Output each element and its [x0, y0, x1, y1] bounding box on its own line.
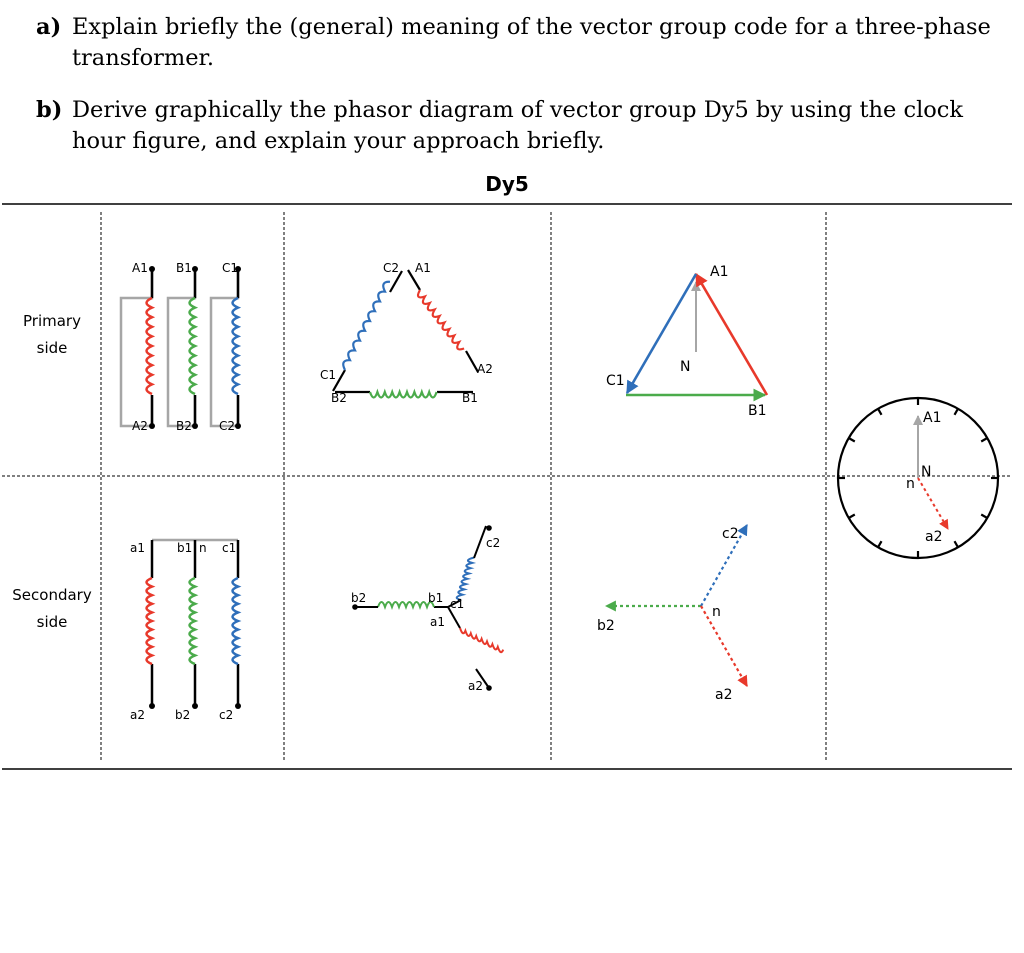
phasor-a2-label: a2 — [715, 687, 733, 703]
primary-side-label-1: Primary — [23, 312, 81, 330]
clock-N-label: N — [921, 464, 932, 480]
star-b2-label: b2 — [351, 591, 367, 605]
winding-A2-label: A2 — [132, 419, 148, 433]
star-c2-label: c2 — [486, 536, 501, 550]
clock-hour-tick — [955, 409, 959, 415]
delta-A2-label: A2 — [477, 362, 493, 376]
phasor-A1-label: A1 — [710, 264, 729, 280]
neutral-n-label: n — [199, 541, 207, 555]
star-c1-label: c1 — [450, 597, 465, 611]
winding-C2-label: C2 — [219, 419, 236, 433]
primary-side-label-2: side — [36, 339, 68, 357]
clock-hour-tick — [849, 438, 855, 442]
winding-b2-label: b2 — [175, 708, 191, 722]
secondary-phasor-diagram — [597, 525, 747, 703]
phasor-b2-label: b2 — [597, 618, 615, 634]
question-b-label: b) — [36, 97, 63, 123]
question-b-text: Derive graphically the phasor diagram of vector group Dy5 by using the clock hour figure, and explain your approach briefly. — [72, 97, 964, 154]
winding-c1-label: c1 — [222, 541, 237, 555]
question-a-text: Explain briefly the (general) meaning of the vector group code for a three-phase transformer. — [72, 14, 991, 71]
star-b1-label: b1 — [428, 591, 444, 605]
phasor-n-label: n — [712, 604, 721, 620]
delta-B2-label: B2 — [331, 391, 347, 405]
winding-c2-label: c2 — [219, 708, 234, 722]
winding-a1-label: a1 — [130, 541, 145, 555]
secondary-windings — [130, 540, 241, 722]
clock-hour-tick — [878, 541, 882, 547]
clock-hour-tick — [981, 515, 987, 519]
clock-hour-tick — [981, 438, 987, 442]
delta-A1-label: A1 — [415, 261, 431, 275]
delta-C2-label: C2 — [383, 261, 400, 275]
winding-B1-label: B1 — [176, 261, 192, 275]
winding-a2-label: a2 — [130, 708, 145, 722]
secondary-side-label-2: side — [36, 613, 68, 631]
secondary-side-label-1: Secondary — [12, 586, 92, 604]
winding-b1-label: b1 — [177, 541, 193, 555]
clock-n-label: n — [906, 476, 915, 492]
star-a1-label: a1 — [430, 615, 445, 629]
winding-C1-label: C1 — [222, 261, 239, 275]
winding-B2-label: B2 — [176, 419, 192, 433]
delta-C1-label: C1 — [320, 368, 337, 382]
clock-a2-label: a2 — [925, 529, 943, 545]
clock-diagram — [838, 398, 998, 558]
clock-A1-label: A1 — [923, 410, 942, 426]
star-connection — [351, 525, 503, 693]
table-frame — [2, 204, 1012, 769]
delta-B1-label: B1 — [462, 391, 478, 405]
phasor-c2-label: c2 — [722, 526, 739, 542]
clock-hour-tick — [878, 409, 882, 415]
primary-phasor-diagram — [606, 264, 767, 419]
phasor-B1-label: B1 — [748, 403, 767, 419]
star-a2-label: a2 — [468, 679, 483, 693]
winding-A1-label: A1 — [132, 261, 148, 275]
clock-hour-tick — [849, 515, 855, 519]
phasor-N-label: N — [680, 359, 691, 375]
delta-connection — [320, 261, 493, 405]
phasor-C1-label: C1 — [606, 373, 625, 389]
clock-hour-tick — [955, 541, 959, 547]
primary-windings — [121, 261, 241, 433]
question-a-label: a) — [36, 14, 62, 40]
figure-title: Dy5 — [485, 172, 529, 196]
